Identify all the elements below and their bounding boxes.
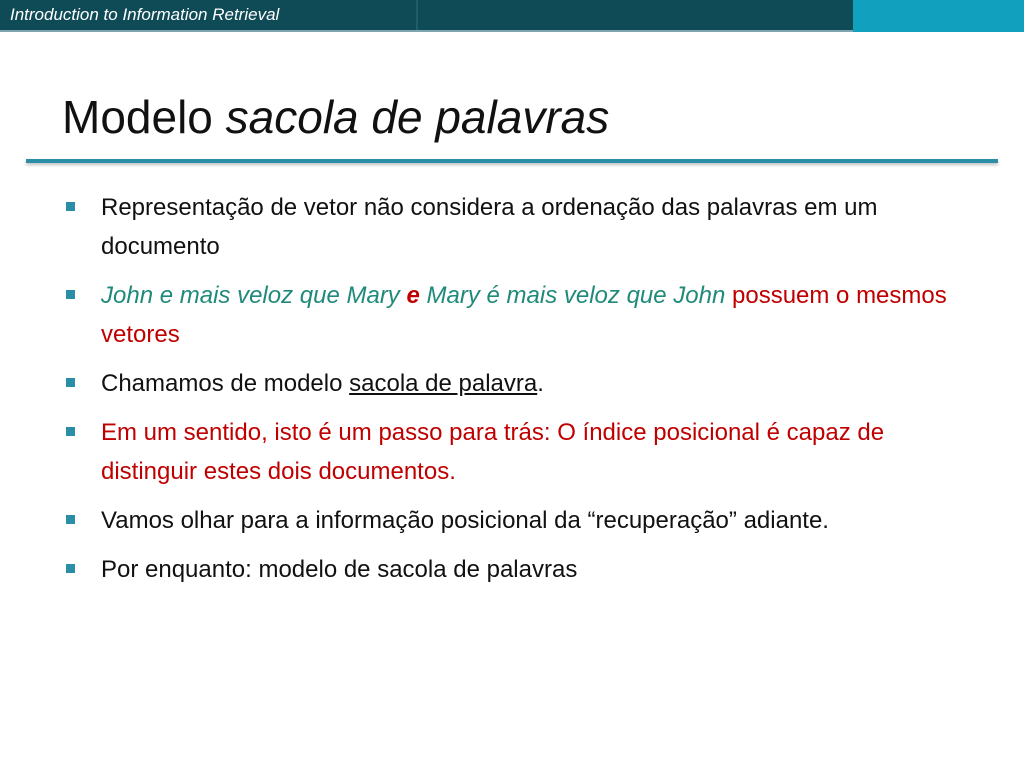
example-sentence-2: Mary é mais veloz que John	[419, 282, 726, 309]
underlined-term: sacola de palavra	[349, 370, 538, 397]
course-title: Introduction to Information Retrieval	[10, 5, 280, 24]
header-underline	[0, 30, 853, 32]
bullet-item	[64, 276, 964, 354]
bullet-text: Representação de vetor não considera a ordenação das palavras em um documento	[101, 194, 878, 260]
bullet-item	[64, 501, 964, 540]
square-bullet-icon	[66, 202, 75, 211]
square-bullet-icon	[66, 378, 75, 387]
square-bullet-icon	[66, 290, 75, 299]
bullet-item	[64, 188, 964, 266]
bullet-item	[64, 550, 964, 589]
bullet-text-red: Em um sentido, isto é um passo para trás: O índice posicional é capaz de distinguir estes dois documentos.	[101, 419, 885, 485]
slide-title	[62, 90, 609, 144]
conjunction-e: e	[406, 282, 420, 309]
example-sentence-1: John e mais veloz que Mary	[101, 282, 407, 309]
header-divider	[416, 0, 418, 32]
slide-title-plain: Modelo	[62, 91, 226, 143]
bullet-item	[64, 413, 964, 491]
bullet-text: Por enquanto: modelo de sacola de palavras	[101, 556, 578, 583]
bullet-text-end: .	[537, 370, 544, 397]
bullet-item	[64, 364, 964, 403]
title-divider	[26, 159, 998, 163]
slide-title-italic: sacola de palavras	[225, 91, 610, 143]
bullet-text-red: possuem o mesmos vetores	[101, 282, 947, 348]
bullet-list	[64, 188, 964, 599]
header-accent-block	[853, 0, 1024, 32]
bullet-text: Vamos olhar para a informação posicional da “recuperação” adiante.	[101, 507, 829, 534]
header-bar	[0, 0, 1024, 32]
bullet-text: Chamamos de modelo	[101, 370, 350, 397]
square-bullet-icon	[66, 515, 75, 524]
square-bullet-icon	[66, 564, 75, 573]
square-bullet-icon	[66, 427, 75, 436]
